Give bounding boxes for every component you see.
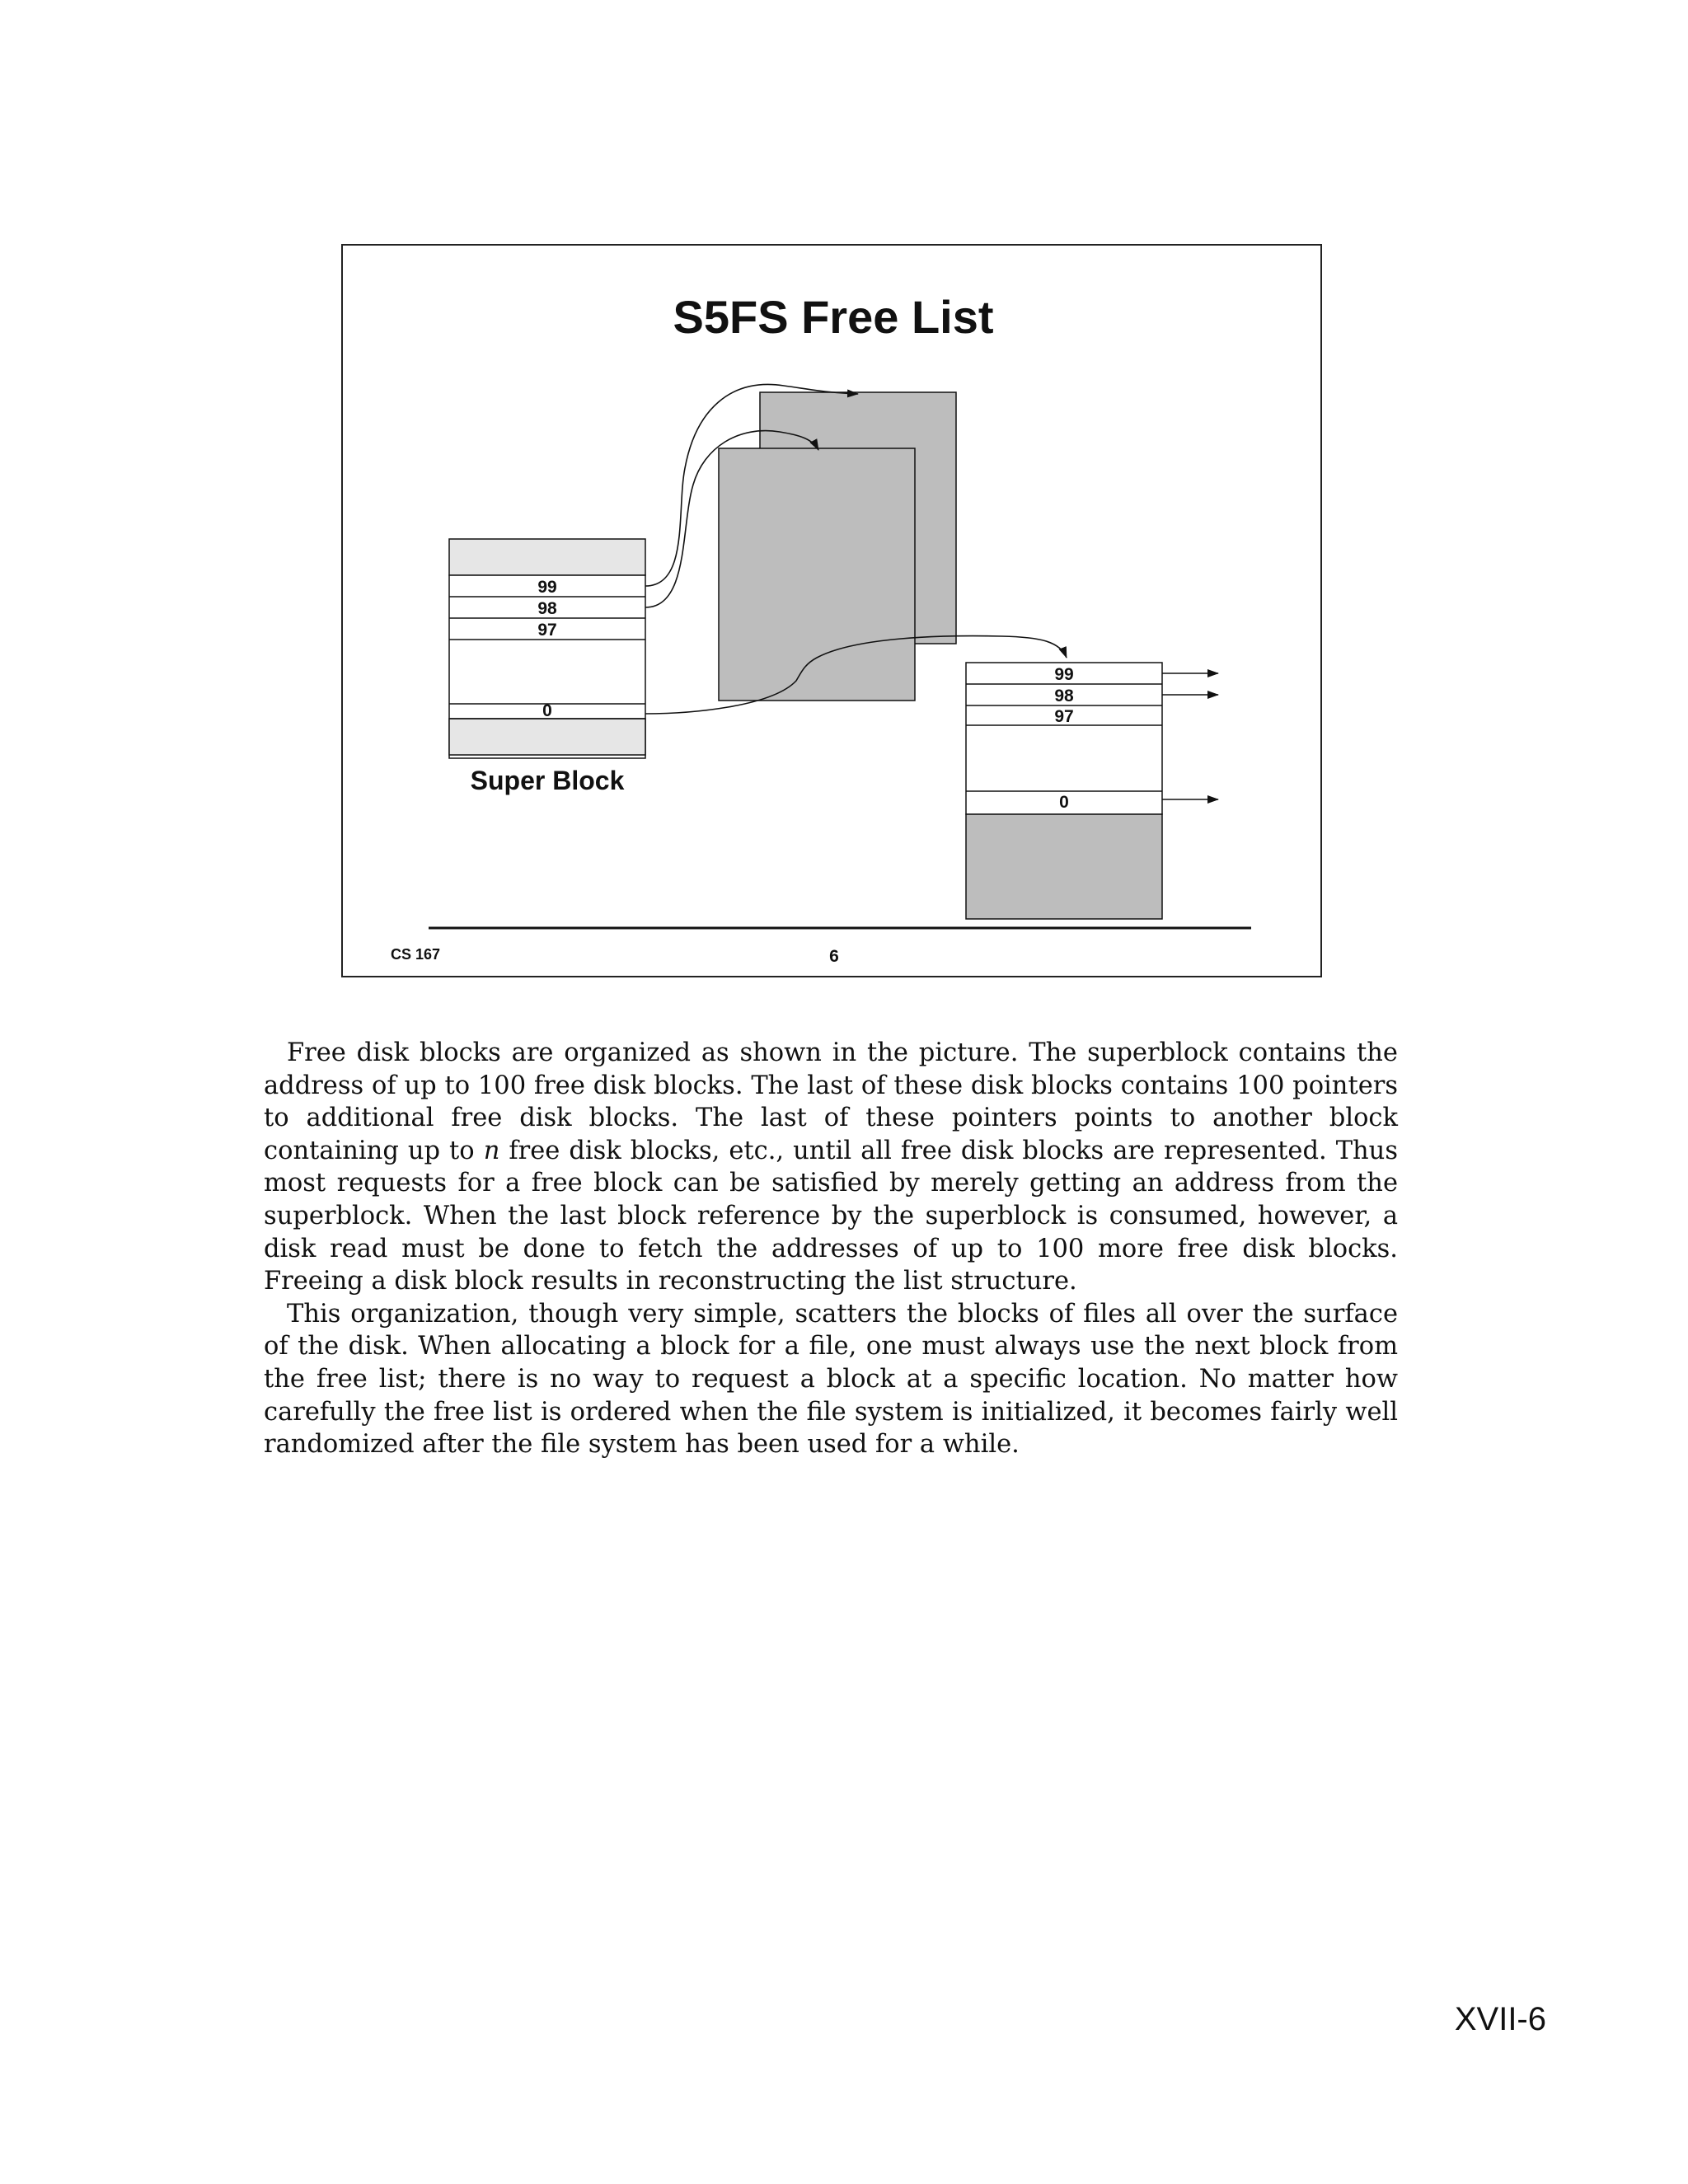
- footer-course: CS 167: [391, 946, 441, 963]
- free-block-entry-98: 98: [1054, 687, 1074, 705]
- free-block-front: [719, 448, 915, 701]
- super-block-entry-98: 98: [537, 599, 557, 618]
- slide-title: S5FS Free List: [673, 291, 994, 343]
- free-list-block: [966, 663, 1162, 919]
- super-block-label: Super Block: [470, 766, 625, 795]
- paragraph-1: Free disk blocks are organized as shown in the picture. The superblock contains the address of up to 100 free disk blocks. The last of these disk blocks contains 100 pointers to additional free disk blocks. The last of these pointers points to another block containing up to n free disk blocks, etc., until all free disk blocks are represented. Thus most requests for a free block can be satisfied by merely getting an address from the superblock. When the last block reference by the superblock is consumed, however, a disk read must be done to fetch the addresses of up to 100 more free disk blocks. Freeing a disk block results in reconstructing the list structure.: [264, 1038, 1398, 1296]
- free-list-diagram: [343, 246, 1324, 979]
- super-block: [449, 539, 645, 758]
- body-text: [264, 1037, 1398, 1461]
- super-block-entry-99: 99: [537, 578, 557, 597]
- free-block-entry-97: 97: [1054, 707, 1074, 726]
- super-block-entry-0: 0: [542, 701, 552, 720]
- paragraph-2: This organization, though very simple, scatters the blocks of files all over the surface of the disk. When allocating a block for a file, one must always use the next block from the free list; there is no way to request a block at a specific location. No matter how carefully the free list is ordered when the file system is initialized, it becomes fairly well randomized after the file system has been used for a while.: [264, 1299, 1398, 1460]
- page-number: XVII-6: [1454, 2001, 1546, 2037]
- free-block-entry-99: 99: [1054, 665, 1074, 684]
- footer-slide-number: 6: [829, 947, 839, 966]
- super-block-entry-97: 97: [537, 621, 557, 640]
- free-block-entry-0: 0: [1059, 793, 1069, 812]
- slide-figure: [341, 244, 1322, 977]
